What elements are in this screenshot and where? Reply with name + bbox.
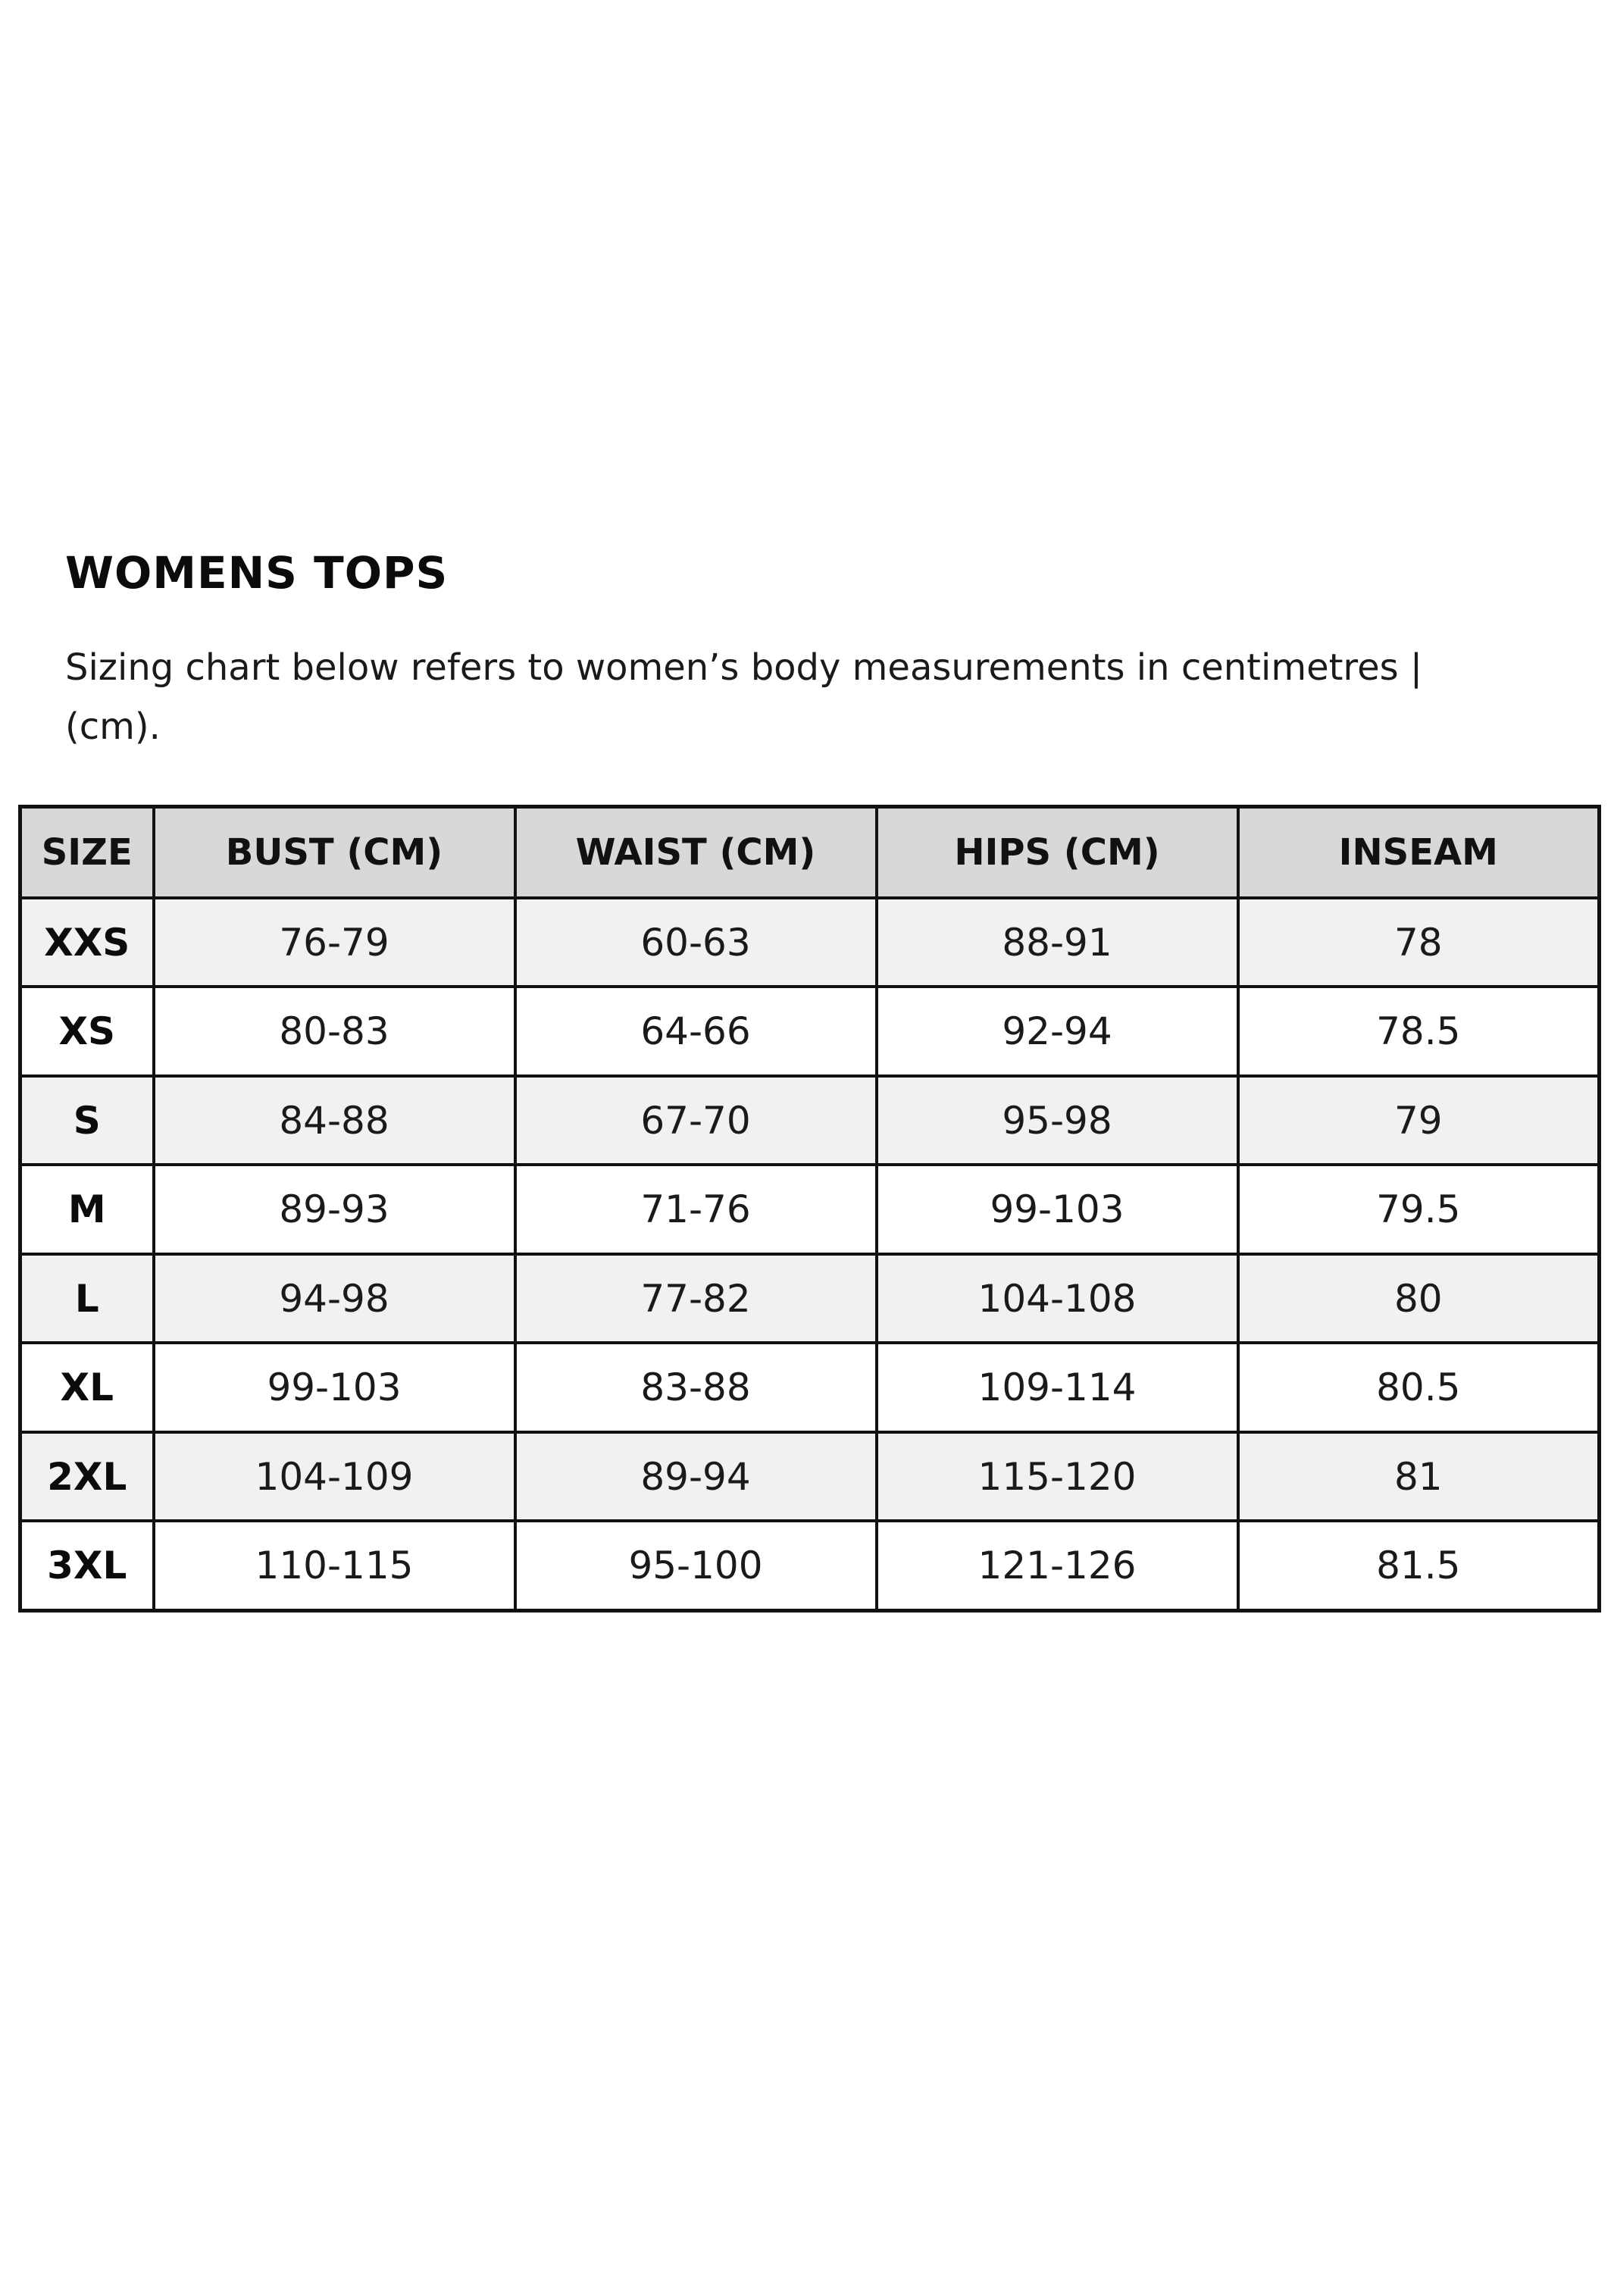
table-row bbox=[20, 898, 1600, 987]
table-row bbox=[20, 1165, 1600, 1253]
cell-size: S bbox=[20, 1076, 154, 1165]
header-waist: WAIST (CM) bbox=[515, 807, 877, 899]
table-row bbox=[20, 1076, 1600, 1165]
table-row bbox=[20, 1432, 1600, 1521]
header-inseam: INSEAM bbox=[1238, 807, 1600, 899]
cell-hips: 88-91 bbox=[877, 898, 1238, 987]
cell-waist: 71-76 bbox=[515, 1165, 877, 1253]
table-row bbox=[20, 1343, 1600, 1431]
cell-hips: 92-94 bbox=[877, 987, 1238, 1075]
header-size: SIZE bbox=[20, 807, 154, 899]
cell-size: M bbox=[20, 1165, 154, 1253]
cell-hips: 121-126 bbox=[877, 1521, 1238, 1610]
cell-bust: 104-109 bbox=[154, 1432, 515, 1521]
cell-size: XL bbox=[20, 1343, 154, 1431]
cell-hips: 115-120 bbox=[877, 1432, 1238, 1521]
cell-waist: 89-94 bbox=[515, 1432, 877, 1521]
cell-bust: 80-83 bbox=[154, 987, 515, 1075]
header-hips: HIPS (CM) bbox=[877, 807, 1238, 899]
cell-size: XS bbox=[20, 987, 154, 1075]
cell-size: 2XL bbox=[20, 1432, 154, 1521]
cell-inseam: 80.5 bbox=[1238, 1343, 1600, 1431]
header-bust: BUST (CM) bbox=[154, 807, 515, 899]
cell-waist: 67-70 bbox=[515, 1076, 877, 1165]
cell-bust: 84-88 bbox=[154, 1076, 515, 1165]
cell-bust: 89-93 bbox=[154, 1165, 515, 1253]
cell-waist: 60-63 bbox=[515, 898, 877, 987]
cell-size: L bbox=[20, 1254, 154, 1343]
cell-inseam: 81 bbox=[1238, 1432, 1600, 1521]
cell-bust: 94-98 bbox=[154, 1254, 515, 1343]
cell-inseam: 81.5 bbox=[1238, 1521, 1600, 1610]
cell-waist: 64-66 bbox=[515, 987, 877, 1075]
table-row bbox=[20, 1521, 1600, 1610]
cell-size: 3XL bbox=[20, 1521, 154, 1610]
page-subtitle: Sizing chart below refers to women’s body measurements in centimetres | (cm). bbox=[65, 646, 1423, 748]
size-chart-table bbox=[18, 805, 1601, 1613]
cell-hips: 104-108 bbox=[877, 1254, 1238, 1343]
cell-bust: 76-79 bbox=[154, 898, 515, 987]
cell-waist: 77-82 bbox=[515, 1254, 877, 1343]
cell-bust: 99-103 bbox=[154, 1343, 515, 1431]
cell-inseam: 80 bbox=[1238, 1254, 1600, 1343]
cell-inseam: 78.5 bbox=[1238, 987, 1600, 1075]
cell-waist: 95-100 bbox=[515, 1521, 877, 1610]
cell-hips: 99-103 bbox=[877, 1165, 1238, 1253]
cell-hips: 109-114 bbox=[877, 1343, 1238, 1431]
cell-bust: 110-115 bbox=[154, 1521, 515, 1610]
cell-size: XXS bbox=[20, 898, 154, 987]
page-title: WOMENS TOPS bbox=[65, 547, 449, 599]
cell-inseam: 79 bbox=[1238, 1076, 1600, 1165]
cell-inseam: 78 bbox=[1238, 898, 1600, 987]
cell-waist: 83-88 bbox=[515, 1343, 877, 1431]
cell-hips: 95-98 bbox=[877, 1076, 1238, 1165]
table-row bbox=[20, 987, 1600, 1075]
table-header-row bbox=[20, 807, 1600, 899]
cell-inseam: 79.5 bbox=[1238, 1165, 1600, 1253]
table-row bbox=[20, 1254, 1600, 1343]
